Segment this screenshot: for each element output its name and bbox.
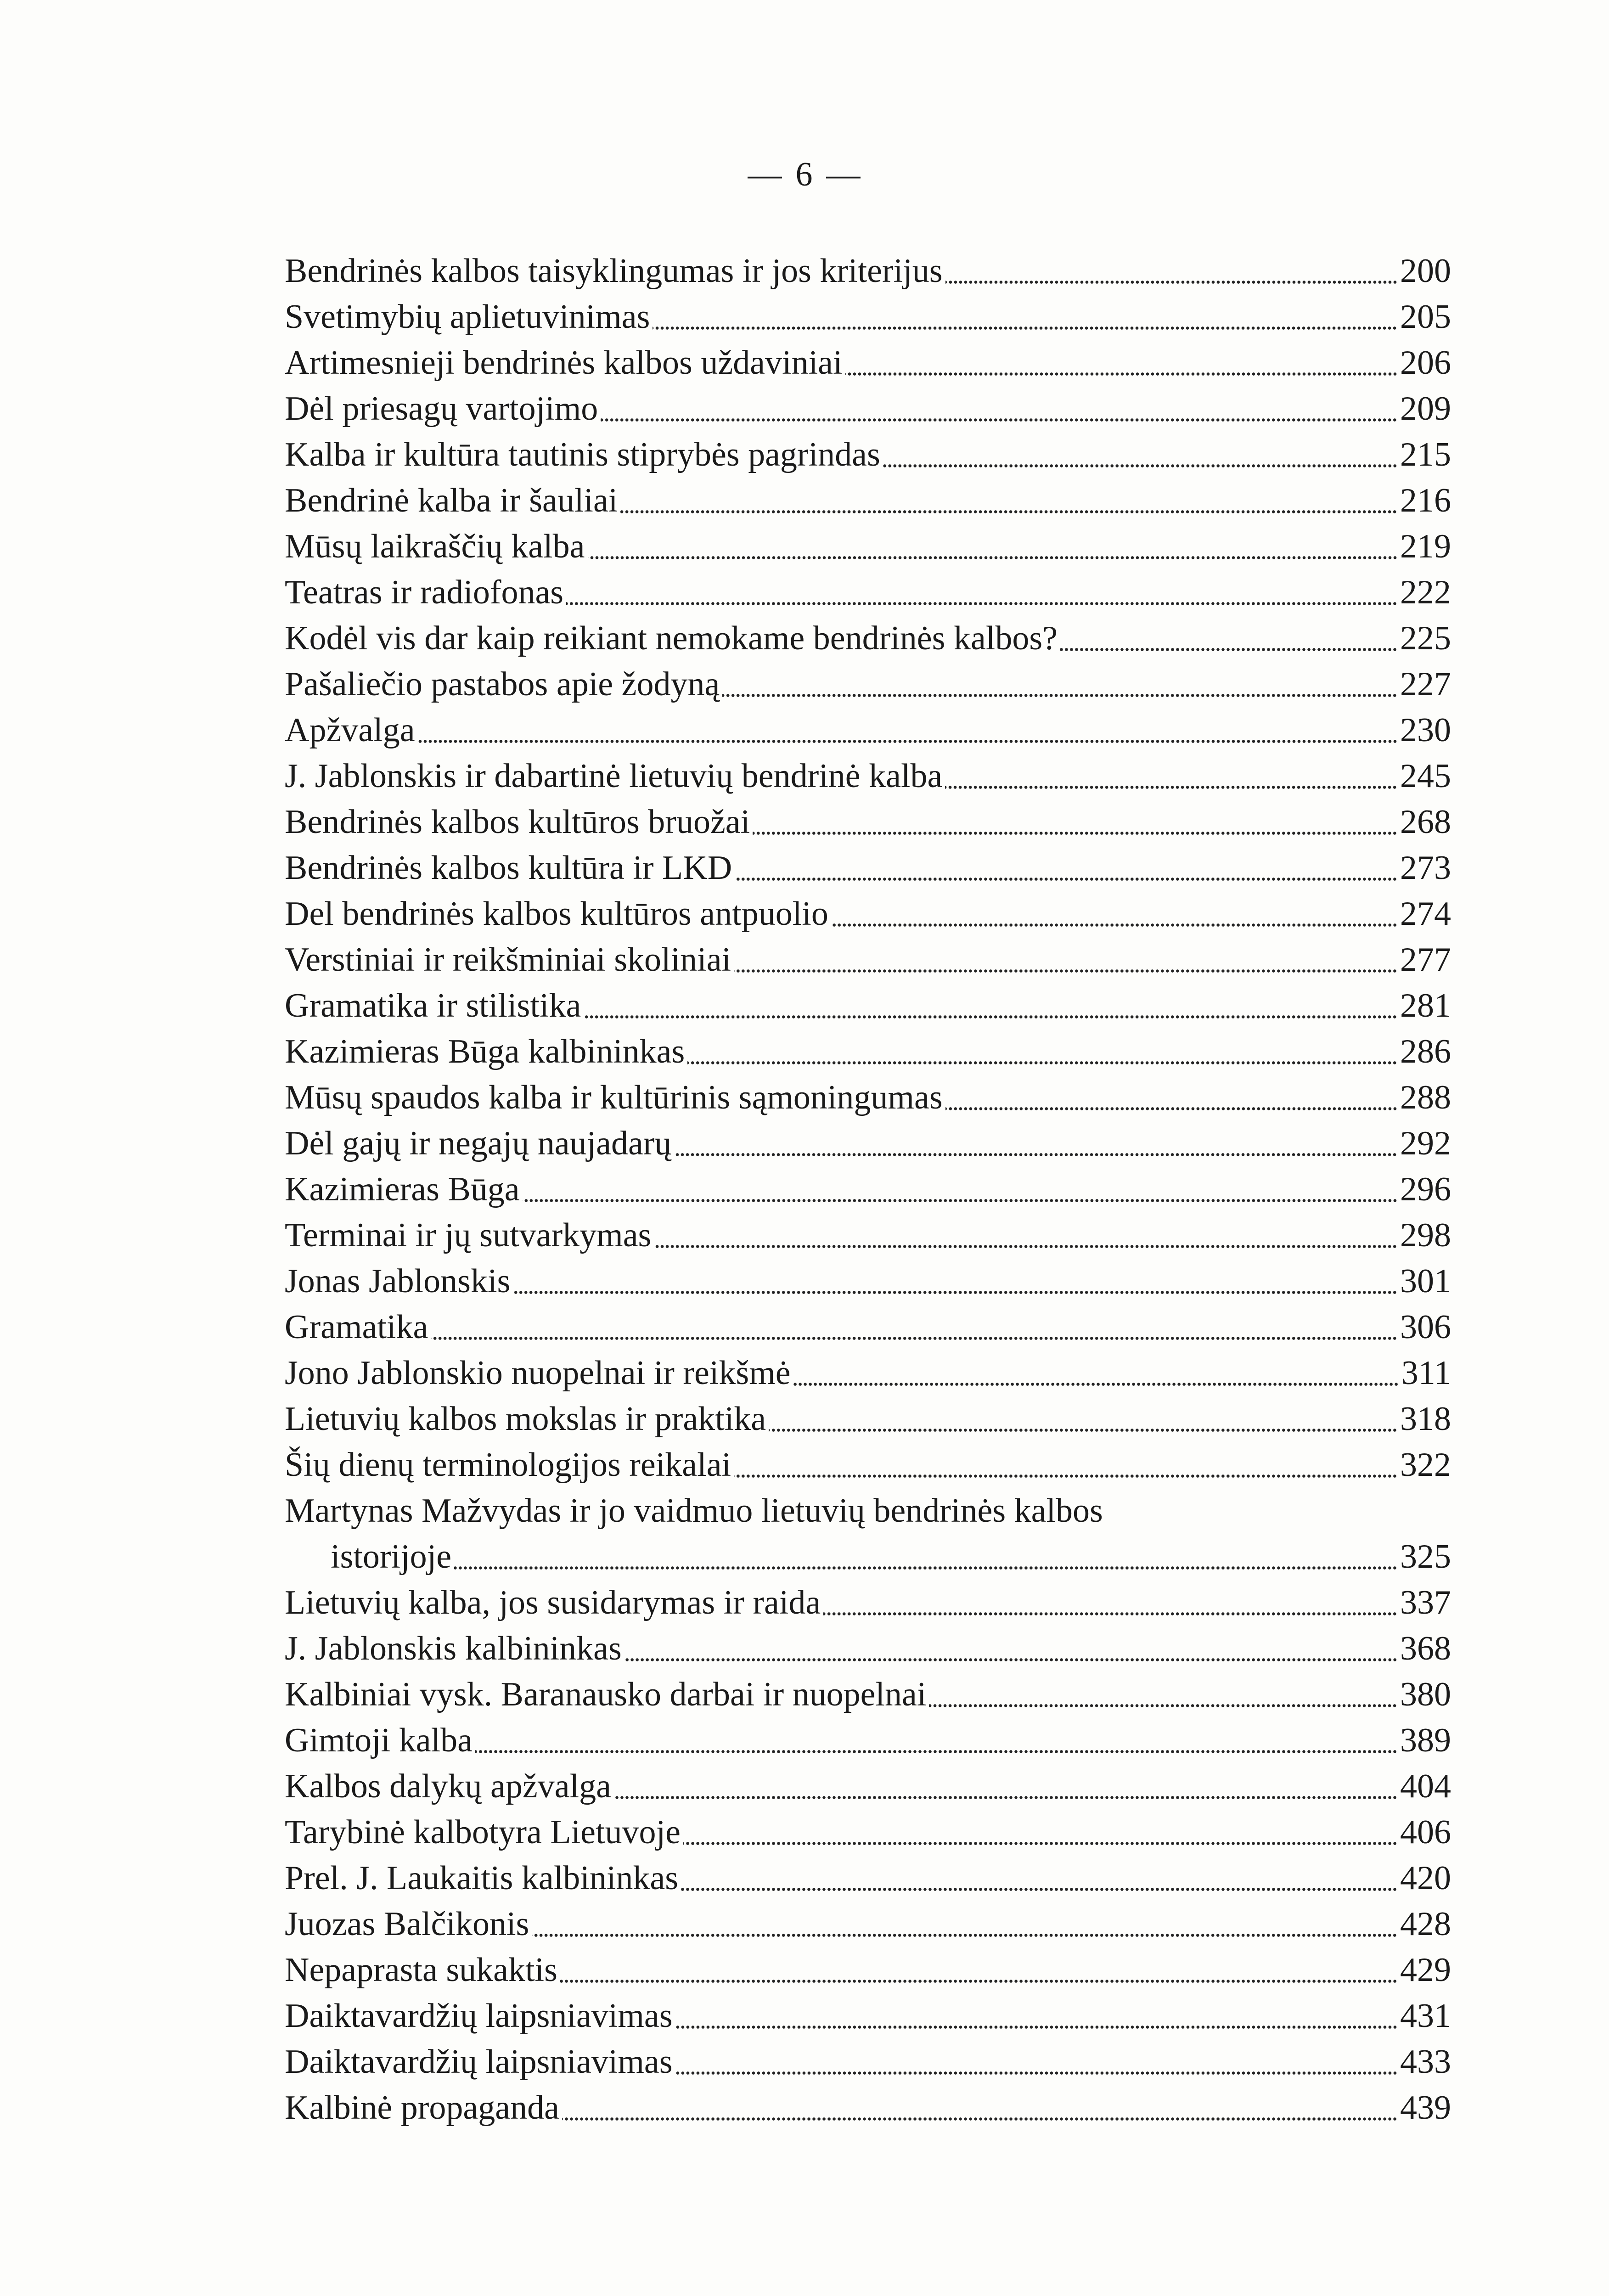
toc-entry-title: Daiktavardžių laipsniavimas	[285, 1997, 673, 2035]
toc-entry-page: 404	[1400, 1767, 1451, 1805]
toc-entry[interactable]	[285, 799, 1451, 845]
dot-leader	[431, 1304, 1397, 1350]
toc-entry[interactable]	[285, 294, 1451, 340]
toc-entry-title: Jonas Jablonskis	[285, 1262, 511, 1300]
toc-entry[interactable]	[285, 478, 1451, 523]
toc-entry[interactable]	[285, 340, 1451, 386]
toc-entry-page: 288	[1400, 1079, 1451, 1116]
toc-entry-title: Kodėl vis dar kaip reikiant nemokame bendrinės kalbos?	[285, 619, 1058, 657]
toc-entry-page: 225	[1400, 619, 1451, 657]
toc-entry[interactable]	[285, 248, 1451, 294]
toc-entry-title: Artimesnieji bendrinės kalbos uždaviniai	[285, 344, 843, 382]
dot-leader	[475, 1717, 1397, 1763]
toc-entry[interactable]	[285, 1763, 1451, 1809]
toc-entry-title: Del bendrinės kalbos kultūros antpuolio	[285, 895, 828, 933]
dot-leader	[687, 1029, 1397, 1075]
dot-leader	[845, 340, 1397, 386]
dot-leader	[454, 1534, 1397, 1580]
dot-leader	[560, 1947, 1397, 1993]
toc-entry-page: 206	[1400, 344, 1451, 382]
page-number	[0, 152, 1609, 197]
page-number-dash-right: —	[826, 156, 861, 193]
toc-entry[interactable]	[285, 937, 1451, 983]
toc-entry[interactable]	[285, 1580, 1451, 1626]
toc-entry[interactable]	[285, 1488, 1451, 1534]
toc-entry[interactable]	[285, 1120, 1451, 1166]
toc-entry-continuation[interactable]	[285, 1534, 1451, 1580]
toc-entry-page: 286	[1400, 1033, 1451, 1070]
dot-leader	[735, 845, 1397, 891]
toc-entry-title: Kalbos dalykų apžvalga	[285, 1767, 611, 1805]
toc-entry[interactable]	[285, 661, 1451, 707]
toc-entry-title: Kalbinė propaganda	[285, 2089, 559, 2127]
dot-leader	[513, 1258, 1397, 1304]
toc-entry-page: 245	[1400, 757, 1451, 795]
toc-entry-title: Kalba ir kultūra tautinis stiprybės pagrindas	[285, 436, 880, 473]
toc-entry-page: 227	[1400, 665, 1451, 703]
toc-entry-page: 431	[1400, 1997, 1451, 2035]
page-number-value: 6	[795, 156, 814, 193]
table-of-contents	[285, 248, 1451, 2131]
toc-entry-page: 268	[1400, 803, 1451, 841]
toc-entry-page: 219	[1400, 528, 1451, 565]
dot-leader	[675, 2039, 1397, 2085]
toc-entry-title-continued: istorijoje	[331, 1538, 452, 1576]
toc-entry-page: 292	[1400, 1125, 1451, 1162]
toc-entry-page: 368	[1400, 1630, 1451, 1667]
toc-entry-page: 281	[1400, 987, 1451, 1024]
dot-leader	[823, 1580, 1397, 1626]
toc-entry-page: 311	[1401, 1354, 1451, 1392]
toc-entry-title: Gramatika	[285, 1308, 428, 1346]
toc-entry-title: Apžvalga	[285, 711, 415, 749]
toc-entry-title: Juozas Balčikonis	[285, 1905, 529, 1943]
dot-leader	[734, 937, 1397, 983]
dot-leader	[624, 1626, 1397, 1671]
toc-entry[interactable]	[285, 707, 1451, 753]
toc-entry-title: Nepaprasta sukaktis	[285, 1951, 557, 1989]
toc-entry[interactable]	[285, 1029, 1451, 1075]
toc-entry-page: 306	[1400, 1308, 1451, 1346]
toc-entry-title: Prel. J. Laukaitis kalbininkas	[285, 1859, 679, 1897]
toc-entry-title: Tarybinė kalbotyra Lietuvoje	[285, 1813, 681, 1851]
toc-entry[interactable]	[285, 845, 1451, 891]
toc-entry-page: 222	[1400, 574, 1451, 611]
toc-entry-title: Gimtoji kalba	[285, 1722, 473, 1759]
dot-leader	[769, 1396, 1397, 1442]
dot-leader	[523, 1166, 1397, 1212]
toc-entry-title: Martynas Mažvydas ir jo vaidmuo lietuvių bendrinės kalbos	[285, 1492, 1103, 1530]
dot-leader	[654, 1212, 1397, 1258]
toc-entry-title: Dėl gajų ir negajų naujadarų	[285, 1125, 672, 1162]
page-number-dash-left: —	[748, 156, 783, 193]
toc-entry-title: Kalbiniai vysk. Baranausko darbai ir nuopelnai	[285, 1676, 927, 1713]
toc-entry-page: 215	[1400, 436, 1451, 473]
toc-entry-title: Bendrinės kalbos taisyklingumas ir jos kriterijus	[285, 252, 943, 290]
toc-entry-title: Šių dienų terminologijos reikalai	[285, 1446, 731, 1484]
toc-entry-page: 216	[1400, 482, 1451, 519]
dot-leader	[674, 1120, 1397, 1166]
dot-leader	[653, 294, 1397, 340]
dot-leader	[883, 432, 1397, 478]
toc-entry[interactable]	[285, 2039, 1451, 2085]
toc-entry-title: Pašaliečio pastabos apie žodyną	[285, 665, 720, 703]
toc-entry[interactable]	[285, 891, 1451, 937]
toc-entry[interactable]	[285, 1075, 1451, 1120]
toc-entry-title: Bendrinės kalbos kultūra ir LKD	[285, 849, 732, 887]
toc-entry-title: Mūsų laikraščių kalba	[285, 528, 585, 565]
toc-entry-title: Lietuvių kalba, jos susidarymas ir raida	[285, 1584, 821, 1621]
dot-leader	[675, 1993, 1397, 2039]
toc-entry[interactable]	[285, 1396, 1451, 1442]
dot-leader	[753, 799, 1397, 845]
toc-entry[interactable]	[285, 1717, 1451, 1763]
dot-leader	[532, 1901, 1397, 1947]
toc-entry-page: 337	[1400, 1584, 1451, 1621]
toc-entry-page: 322	[1400, 1446, 1451, 1484]
toc-entry-title: Terminai ir jų sutvarkymas	[285, 1216, 652, 1254]
toc-entry-page: 380	[1400, 1676, 1451, 1713]
dot-leader	[562, 2085, 1397, 2131]
dot-leader	[588, 523, 1398, 569]
toc-entry-title: Mūsų spaudos kalba ir kultūrinis sąmoningumas	[285, 1079, 943, 1116]
dot-leader	[945, 753, 1397, 799]
dot-leader	[683, 1809, 1397, 1855]
toc-entry-page: 325	[1400, 1538, 1451, 1576]
toc-entry-page: 274	[1400, 895, 1451, 933]
toc-entry-title: Lietuvių kalbos mokslas ir praktika	[285, 1400, 766, 1438]
dot-leader	[620, 478, 1397, 523]
toc-entry-title: Bendrinės kalbos kultūros bruožai	[285, 803, 750, 841]
dot-leader	[566, 569, 1397, 615]
toc-entry-page: 277	[1400, 941, 1451, 979]
dot-leader	[929, 1671, 1397, 1717]
toc-entry-page: 318	[1400, 1400, 1451, 1438]
toc-entry-page: 429	[1400, 1951, 1451, 1989]
toc-entry-page: 439	[1400, 2089, 1451, 2127]
toc-entry-page: 433	[1400, 2043, 1451, 2081]
toc-entry-page: 389	[1400, 1722, 1451, 1759]
toc-entry-page: 273	[1400, 849, 1451, 887]
dot-leader	[734, 1442, 1397, 1488]
toc-entry-page: 428	[1400, 1905, 1451, 1943]
toc-entry-title: Verstiniai ir reikšminiai skoliniai	[285, 941, 731, 979]
toc-entry-title: Teatras ir radiofonas	[285, 574, 564, 611]
toc-entry-title: Gramatika ir stilistika	[285, 987, 581, 1024]
toc-entry[interactable]	[285, 1304, 1451, 1350]
toc-entry-title: Kazimieras Būga	[285, 1171, 520, 1208]
dot-leader	[793, 1350, 1399, 1396]
toc-entry[interactable]	[285, 1947, 1451, 1993]
toc-entry[interactable]	[285, 1212, 1451, 1258]
dot-leader	[418, 707, 1397, 753]
toc-entry-title: Bendrinė kalba ir šauliai	[285, 482, 618, 519]
toc-entry[interactable]	[285, 432, 1451, 478]
toc-entry-page: 209	[1400, 390, 1451, 428]
toc-entry-page: 420	[1400, 1859, 1451, 1897]
toc-entry-page: 200	[1400, 252, 1451, 290]
toc-entry[interactable]	[285, 983, 1451, 1029]
toc-entry[interactable]	[285, 1671, 1451, 1717]
dot-leader	[601, 386, 1397, 432]
toc-entry-title: J. Jablonskis kalbininkas	[285, 1630, 622, 1667]
toc-entry[interactable]	[285, 1626, 1451, 1671]
toc-entry[interactable]	[285, 1166, 1451, 1212]
toc-entry-title: Dėl priesagų vartojimo	[285, 390, 598, 428]
toc-entry[interactable]	[285, 1901, 1451, 1947]
dot-leader	[722, 661, 1397, 707]
toc-entry[interactable]	[285, 1350, 1451, 1396]
dot-leader	[1060, 615, 1397, 661]
toc-entry-page: 298	[1400, 1216, 1451, 1254]
toc-entry-page: 406	[1400, 1813, 1451, 1851]
dot-leader	[614, 1763, 1397, 1809]
toc-entry[interactable]	[285, 753, 1451, 799]
dot-leader	[945, 1075, 1397, 1120]
toc-entry[interactable]	[285, 523, 1451, 569]
toc-entry[interactable]	[285, 1809, 1451, 1855]
toc-entry[interactable]	[285, 1442, 1451, 1488]
dot-leader	[681, 1855, 1397, 1901]
toc-entry-title: Jono Jablonskio nuopelnai ir reikšmė	[285, 1354, 791, 1392]
toc-entry-page: 230	[1400, 711, 1451, 749]
toc-entry[interactable]	[285, 1855, 1451, 1901]
toc-entry-page: 296	[1400, 1171, 1451, 1208]
toc-entry[interactable]	[285, 386, 1451, 432]
toc-entry[interactable]	[285, 1258, 1451, 1304]
toc-entry-title: J. Jablonskis ir dabartinė lietuvių bendrinė kalba	[285, 757, 943, 795]
toc-entry-title: Kazimieras Būga kalbininkas	[285, 1033, 685, 1070]
toc-entry[interactable]	[285, 615, 1451, 661]
toc-entry[interactable]	[285, 1993, 1451, 2039]
dot-leader	[584, 983, 1397, 1029]
toc-entry[interactable]	[285, 569, 1451, 615]
toc-entry-title: Svetimybių aplietuvinimas	[285, 298, 650, 336]
toc-entry-page: 205	[1400, 298, 1451, 336]
dot-leader	[945, 248, 1397, 294]
dot-leader	[831, 891, 1397, 937]
toc-entry-page: 301	[1400, 1262, 1451, 1300]
toc-entry[interactable]	[285, 2085, 1451, 2131]
toc-entry-title: Daiktavardžių laipsniavimas	[285, 2043, 673, 2081]
